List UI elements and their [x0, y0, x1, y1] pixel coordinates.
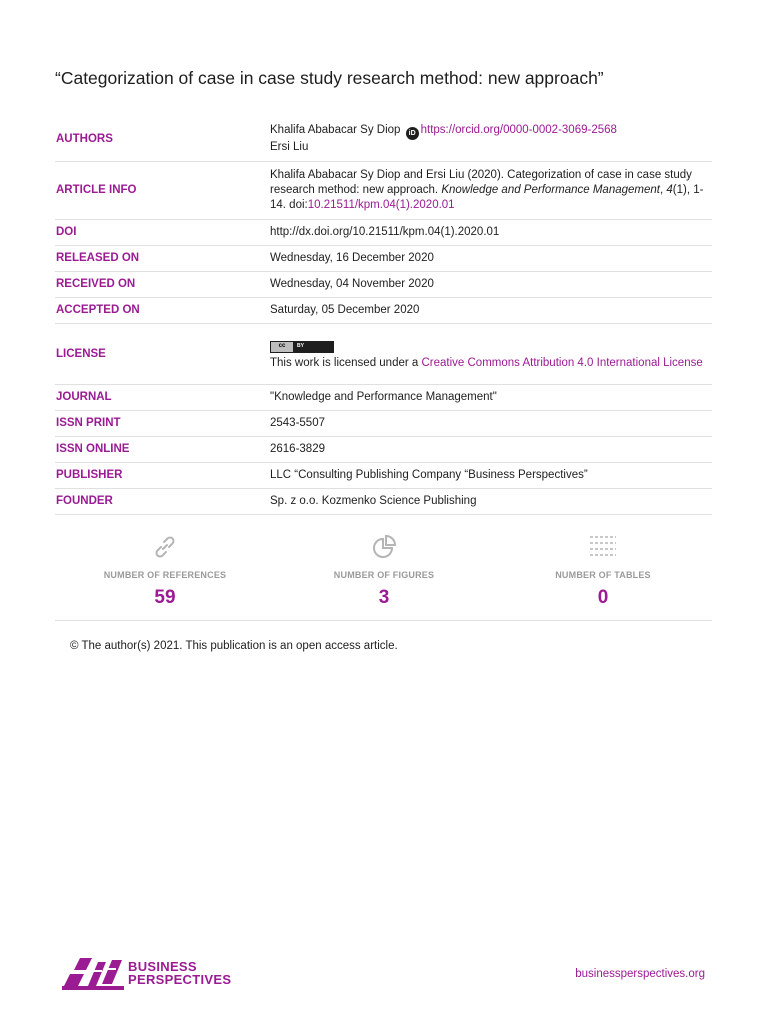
- stat-tables: [523, 528, 683, 609]
- table-icon: [523, 528, 683, 560]
- released-label: RELEASED ON: [55, 246, 270, 272]
- received-value: Wednesday, 04 November 2020: [270, 272, 712, 298]
- author-2: Ersi Liu: [270, 141, 309, 153]
- license-value: [270, 324, 712, 385]
- publisher-value: LLC “Consulting Publishing Company “Business Perspectives”: [270, 463, 712, 489]
- issn-print-label: ISSN PRINT: [55, 411, 270, 437]
- author-1: Khalifa Ababacar Sy Diop: [270, 124, 401, 136]
- logo-line-2: PERSPECTIVES: [128, 972, 232, 987]
- row-issn-online: [55, 437, 712, 463]
- orcid-link[interactable]: https://orcid.org/0000-0002-3069-2568: [420, 124, 617, 136]
- logo-line-1: BUSINESS: [128, 959, 197, 974]
- citation-text: Khalifa Ababacar Sy Diop and Ersi Liu (2020). Categorization of case in case study research method: new approach.: [270, 169, 692, 196]
- row-founder: [55, 489, 712, 515]
- row-authors: [55, 117, 712, 162]
- tables-count: 0: [597, 587, 609, 608]
- copyright-notice: © The author(s) 2021. This publication is an open access article.: [70, 640, 398, 652]
- row-publisher: [55, 463, 712, 489]
- founder-value: Sp. z o.o. Kozmenko Science Publishing: [270, 489, 712, 515]
- row-received: [55, 272, 712, 298]
- publisher-logo: [62, 956, 231, 990]
- figures-count: 3: [378, 587, 390, 608]
- article-metadata-table: [55, 117, 712, 515]
- references-count: 59: [154, 587, 176, 608]
- issn-print-value: 2543-5507: [270, 411, 712, 437]
- accepted-value: Saturday, 05 December 2020: [270, 298, 712, 324]
- tables-label: NUMBER OF TABLES: [555, 570, 651, 580]
- citation-pages: (1), 1-14. doi:: [270, 184, 704, 211]
- founder-label: FOUNDER: [55, 489, 270, 515]
- authors-label: AUTHORS: [55, 117, 270, 162]
- stat-figures: [304, 528, 464, 609]
- license-text: This work is licensed under a: [270, 356, 422, 369]
- cc-by-badge-icon[interactable]: [270, 341, 334, 353]
- received-label: RECEIVED ON: [55, 272, 270, 298]
- cc-badge-right: BY: [297, 343, 304, 350]
- accepted-label: ACCEPTED ON: [55, 298, 270, 324]
- references-label: NUMBER OF REFERENCES: [103, 570, 227, 580]
- publisher-website-link[interactable]: businessperspectives.org: [575, 968, 705, 980]
- journal-label: JOURNAL: [55, 385, 270, 411]
- row-article-info: [55, 162, 712, 220]
- row-issn-print: [55, 411, 712, 437]
- citation-doi-link[interactable]: 10.21511/kpm.04(1).2020.01: [307, 199, 455, 211]
- license-link[interactable]: Creative Commons Attribution 4.0 International License: [421, 356, 703, 369]
- orcid-icon[interactable]: iD: [406, 127, 419, 140]
- license-label: LICENSE: [55, 324, 270, 385]
- issn-online-label: ISSN ONLINE: [55, 437, 270, 463]
- article-stats: [55, 528, 712, 621]
- released-value: Wednesday, 16 December 2020: [270, 246, 712, 272]
- logo-text: [128, 960, 231, 986]
- citation-journal: Knowledge and Performance Management: [441, 184, 660, 196]
- row-license: [55, 324, 712, 385]
- article-info-label: ARTICLE INFO: [55, 162, 270, 220]
- row-released: [55, 246, 712, 272]
- issn-online-value: 2616-3829: [270, 437, 712, 463]
- journal-value: "Knowledge and Performance Management": [270, 385, 712, 411]
- pie-chart-icon: [304, 528, 464, 560]
- publisher-label: PUBLISHER: [55, 463, 270, 489]
- doi-value: http://dx.doi.org/10.21511/kpm.04(1).2020.01: [270, 220, 712, 246]
- figures-label: NUMBER OF FIGURES: [333, 570, 435, 580]
- row-journal: [55, 385, 712, 411]
- doi-label: DOI: [55, 220, 270, 246]
- article-title: “Categorization of case in case study research method: new approach”: [55, 68, 604, 88]
- row-doi: [55, 220, 712, 246]
- stat-references: [85, 528, 245, 609]
- article-info-value: [270, 162, 712, 220]
- citation-volume: 4: [666, 184, 673, 196]
- authors-value: [270, 117, 712, 162]
- citation-sep: ,: [659, 184, 667, 196]
- row-accepted: [55, 298, 712, 324]
- link-icon: [85, 528, 245, 560]
- business-perspectives-logo-icon: [62, 956, 124, 990]
- cc-badge-left: cc: [271, 342, 293, 352]
